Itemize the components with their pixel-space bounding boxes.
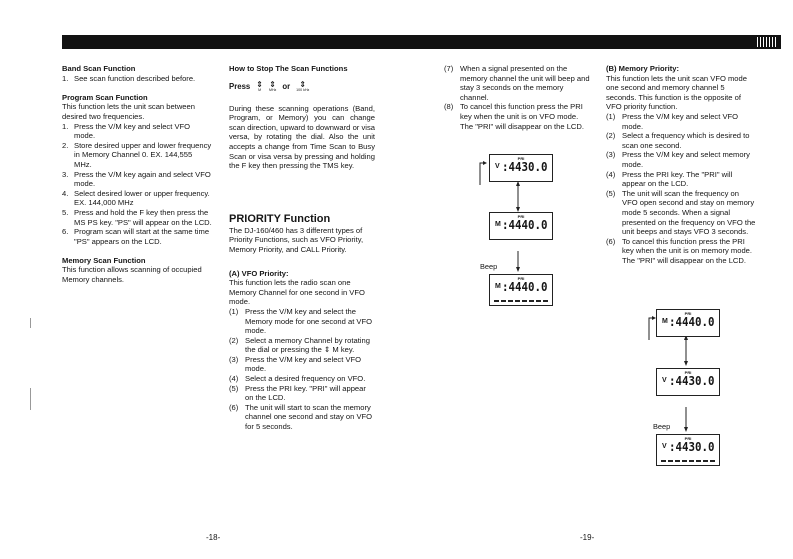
list-item: [229, 355, 375, 374]
list-item: [606, 170, 756, 189]
list-item: [606, 189, 756, 237]
beep-label-b: Beep: [653, 422, 671, 431]
program-scan-title: Program Scan Function: [62, 92, 148, 102]
press-label: Press: [229, 82, 251, 91]
mode-indicator: M: [662, 318, 668, 325]
priority-title: PRIORITY Function: [229, 212, 331, 225]
step-text: To cancel this function press the PRI key when the unit is on VFO mode. The "PRI" will disappear on the LCD.: [460, 102, 584, 131]
stop-scan-body: During these scanning operations (Band, Program, or Memory) you can change scan direction, upward to downward or visa versa, by rotating the dial. Also the unit accepts a change from Time Scan to Busy Scan or visa versa by pressing and holding the F key then pressing the TMS key.: [229, 103, 375, 171]
mhz-key: ⇕ MHz: [268, 79, 277, 92]
step-number: (4): [229, 374, 239, 384]
band-scan-steps: [62, 74, 212, 84]
khz-key: ⇕ 100 kHz: [296, 79, 310, 92]
list-item: [62, 208, 212, 227]
step-text: Press the V/M key and select VFO mode.: [622, 111, 739, 131]
vfo-priority-steps: [229, 307, 375, 432]
lcd-display-b2: [656, 368, 720, 396]
step-number: (5): [606, 188, 616, 198]
mode-indicator: M: [495, 283, 501, 290]
frequency-readout: :4440.0: [502, 280, 548, 294]
scan-mark: [30, 388, 31, 410]
mode-indicator: M: [495, 221, 501, 228]
step-number: (2): [229, 335, 239, 345]
pri-indicator: PRI: [517, 276, 525, 281]
memory-priority-title: (B) Memory Priority:: [606, 64, 679, 73]
list-item: [444, 64, 590, 102]
header-bar: [62, 35, 781, 49]
frequency-readout: :4440.0: [502, 218, 548, 232]
column-1: [62, 64, 212, 285]
header-stripes: [757, 37, 777, 47]
list-item: [229, 403, 375, 432]
step-number: (6): [229, 402, 239, 412]
step-number: 4.: [62, 188, 69, 198]
step-number: (7): [444, 64, 454, 73]
continued-steps: [444, 64, 590, 131]
list-item: [62, 227, 212, 246]
scan-mark: [30, 318, 31, 328]
step-number: 2.: [62, 140, 69, 150]
step-text: To cancel this function press the PRI key when the unit is on memory mode. The "PRI" will disappear on the LCD.: [622, 236, 752, 265]
step-number: 1.: [62, 73, 69, 83]
priority-intro: The DJ-160/460 has 3 different types of Priority Functions, such as VFO Priority, Memory Priority, and CALL Priority.: [229, 225, 364, 254]
list-item: [229, 336, 375, 355]
up-down-arrow-icon: ⇕: [269, 79, 276, 89]
stop-scan-title: How to Stop The Scan Functions: [229, 64, 348, 73]
list-item: [606, 112, 756, 131]
list-item: [229, 374, 375, 384]
step-text: Select a memory Channel by rotating the dial or pressing the ⇕ M key.: [245, 335, 370, 355]
step-text: Press the V/M key and select memory mode.: [622, 150, 750, 169]
step-text: Press the V/M key and select the Memory mode for one second at VFO mode.: [245, 306, 373, 336]
memory-priority-intro: This function lets the unit scan VFO mode one second and memory channel 5 seconds. This function is the opposite of VFO priority function.: [606, 73, 747, 112]
step-number: 6.: [62, 227, 69, 237]
page-number-right: -19-: [580, 533, 595, 542]
step-text: Press the PRI key. The "PRI" will appear on the LCD.: [622, 169, 733, 189]
pri-indicator: PRI: [517, 156, 525, 161]
step-number: 3.: [62, 169, 69, 179]
list-item: [229, 384, 375, 403]
lcd-bar-segments: [494, 300, 548, 302]
band-scan-title: Band Scan Function: [62, 64, 136, 73]
list-item: [444, 102, 590, 131]
m-key: ⇕ M: [256, 79, 263, 92]
step-number: 1.: [62, 121, 69, 131]
arrow-down-icon: [684, 427, 688, 432]
step-text: Select a frequency which is desired to scan one second.: [622, 131, 750, 150]
memory-scan-title: Memory Scan Function: [62, 255, 146, 265]
lcd-display-b1: [656, 309, 720, 337]
page-number-left: -18-: [206, 533, 221, 542]
press-keys-row: [229, 79, 375, 92]
connector-line: [649, 318, 654, 340]
step-text: Press the V/M key and select VFO mode.: [245, 354, 362, 374]
step-number: (1): [229, 306, 239, 316]
up-down-arrow-icon: ⇕: [256, 79, 263, 89]
lcd-display-a3: [489, 274, 553, 306]
step-number: 5.: [62, 207, 69, 217]
lcd-bar-segments: [661, 460, 715, 462]
step-number: (5): [229, 383, 239, 393]
list-item: [606, 150, 756, 169]
step-text: Program scan will start at the same time "PS" appears on the LCD.: [74, 227, 210, 246]
vfo-priority-intro: This function lets the radio scan one Memory Channel for one second in VFO mode.: [229, 278, 365, 307]
step-text: The unit will scan the frequency on VFO open second and stay on memory mode 5 seconds. When a signal presented on the frequency on VFO the unit beeps and stays VFO 3 seconds.: [622, 188, 756, 237]
frequency-readout: :4430.0: [669, 374, 715, 388]
step-text: Press and hold the F key then press the MS PS key. "PS" will appear on the LCD.: [74, 207, 212, 227]
step-text: See scan function described before.: [74, 73, 196, 83]
mode-indicator: V: [495, 163, 500, 170]
step-text: Store desired upper and lower frequency in Memory Channel 0. EX. 144,555 MHz.: [74, 140, 212, 169]
column-4: [606, 64, 756, 265]
list-item: [606, 237, 756, 266]
step-text: Press the PRI key. "PRI" will appear on the LCD.: [245, 383, 366, 403]
vfo-priority-title: (A) VFO Priority:: [229, 268, 289, 278]
pri-indicator: PRI: [684, 311, 692, 316]
memory-priority-steps: [606, 112, 756, 266]
lcd-display-b3: [656, 434, 720, 466]
arrow-down-icon: [684, 361, 688, 366]
arrow-right-icon: [483, 161, 487, 165]
step-number: (8): [444, 102, 454, 112]
frequency-readout: :4430.0: [502, 160, 548, 174]
list-item: [62, 170, 212, 189]
step-number: (3): [229, 354, 239, 364]
list-item: [62, 74, 212, 84]
column-3: [444, 64, 590, 131]
step-text: Press the V/M key and select VFO mode.: [74, 121, 191, 141]
step-number: (3): [606, 150, 616, 160]
step-text: Press the V/M key again and select VFO mode.: [74, 169, 211, 189]
connector-line: [480, 163, 485, 185]
memory-scan-intro: This function allows scanning of occupied Memory channels.: [62, 265, 202, 285]
list-item: [62, 141, 212, 170]
step-number: (1): [606, 111, 616, 121]
list-item: [229, 307, 375, 336]
pri-indicator: PRI: [684, 436, 692, 441]
up-down-arrow-icon: ⇕: [299, 79, 307, 89]
lcd-display-a2: [489, 212, 553, 240]
frequency-readout: :4440.0: [669, 315, 715, 329]
step-text: The unit will start to scan the memory channel one second and stay on VFO for 5 seconds.: [245, 402, 373, 432]
column-2: [229, 64, 375, 432]
mode-indicator: V: [662, 377, 667, 384]
step-text: Select a desired frequency on VFO.: [245, 374, 366, 384]
list-item: [62, 189, 212, 208]
step-number: (6): [606, 236, 616, 246]
frequency-readout: :4430.0: [669, 440, 715, 454]
arrow-down-icon: [516, 267, 520, 272]
step-text: Select desired lower or upper frequency. EX. 144,000 MHz: [74, 188, 210, 208]
lcd-display-a1: [489, 154, 553, 182]
or-label: or: [282, 82, 291, 91]
program-scan-steps: [62, 122, 212, 247]
pri-indicator: PRI: [517, 214, 525, 219]
mode-indicator: V: [662, 443, 667, 450]
list-item: [62, 122, 212, 141]
list-item: [606, 131, 756, 150]
step-number: (4): [606, 169, 616, 179]
pri-indicator: PRI: [684, 370, 692, 375]
step-number: (2): [606, 131, 616, 141]
program-scan-intro: This function lets the unit scan between desired two frequencies.: [62, 102, 195, 121]
beep-label-a: Beep: [480, 262, 498, 271]
step-text: When a signal presented on the memory channel the unit will beep and stay 3 seconds on the memory channel.: [460, 64, 590, 102]
